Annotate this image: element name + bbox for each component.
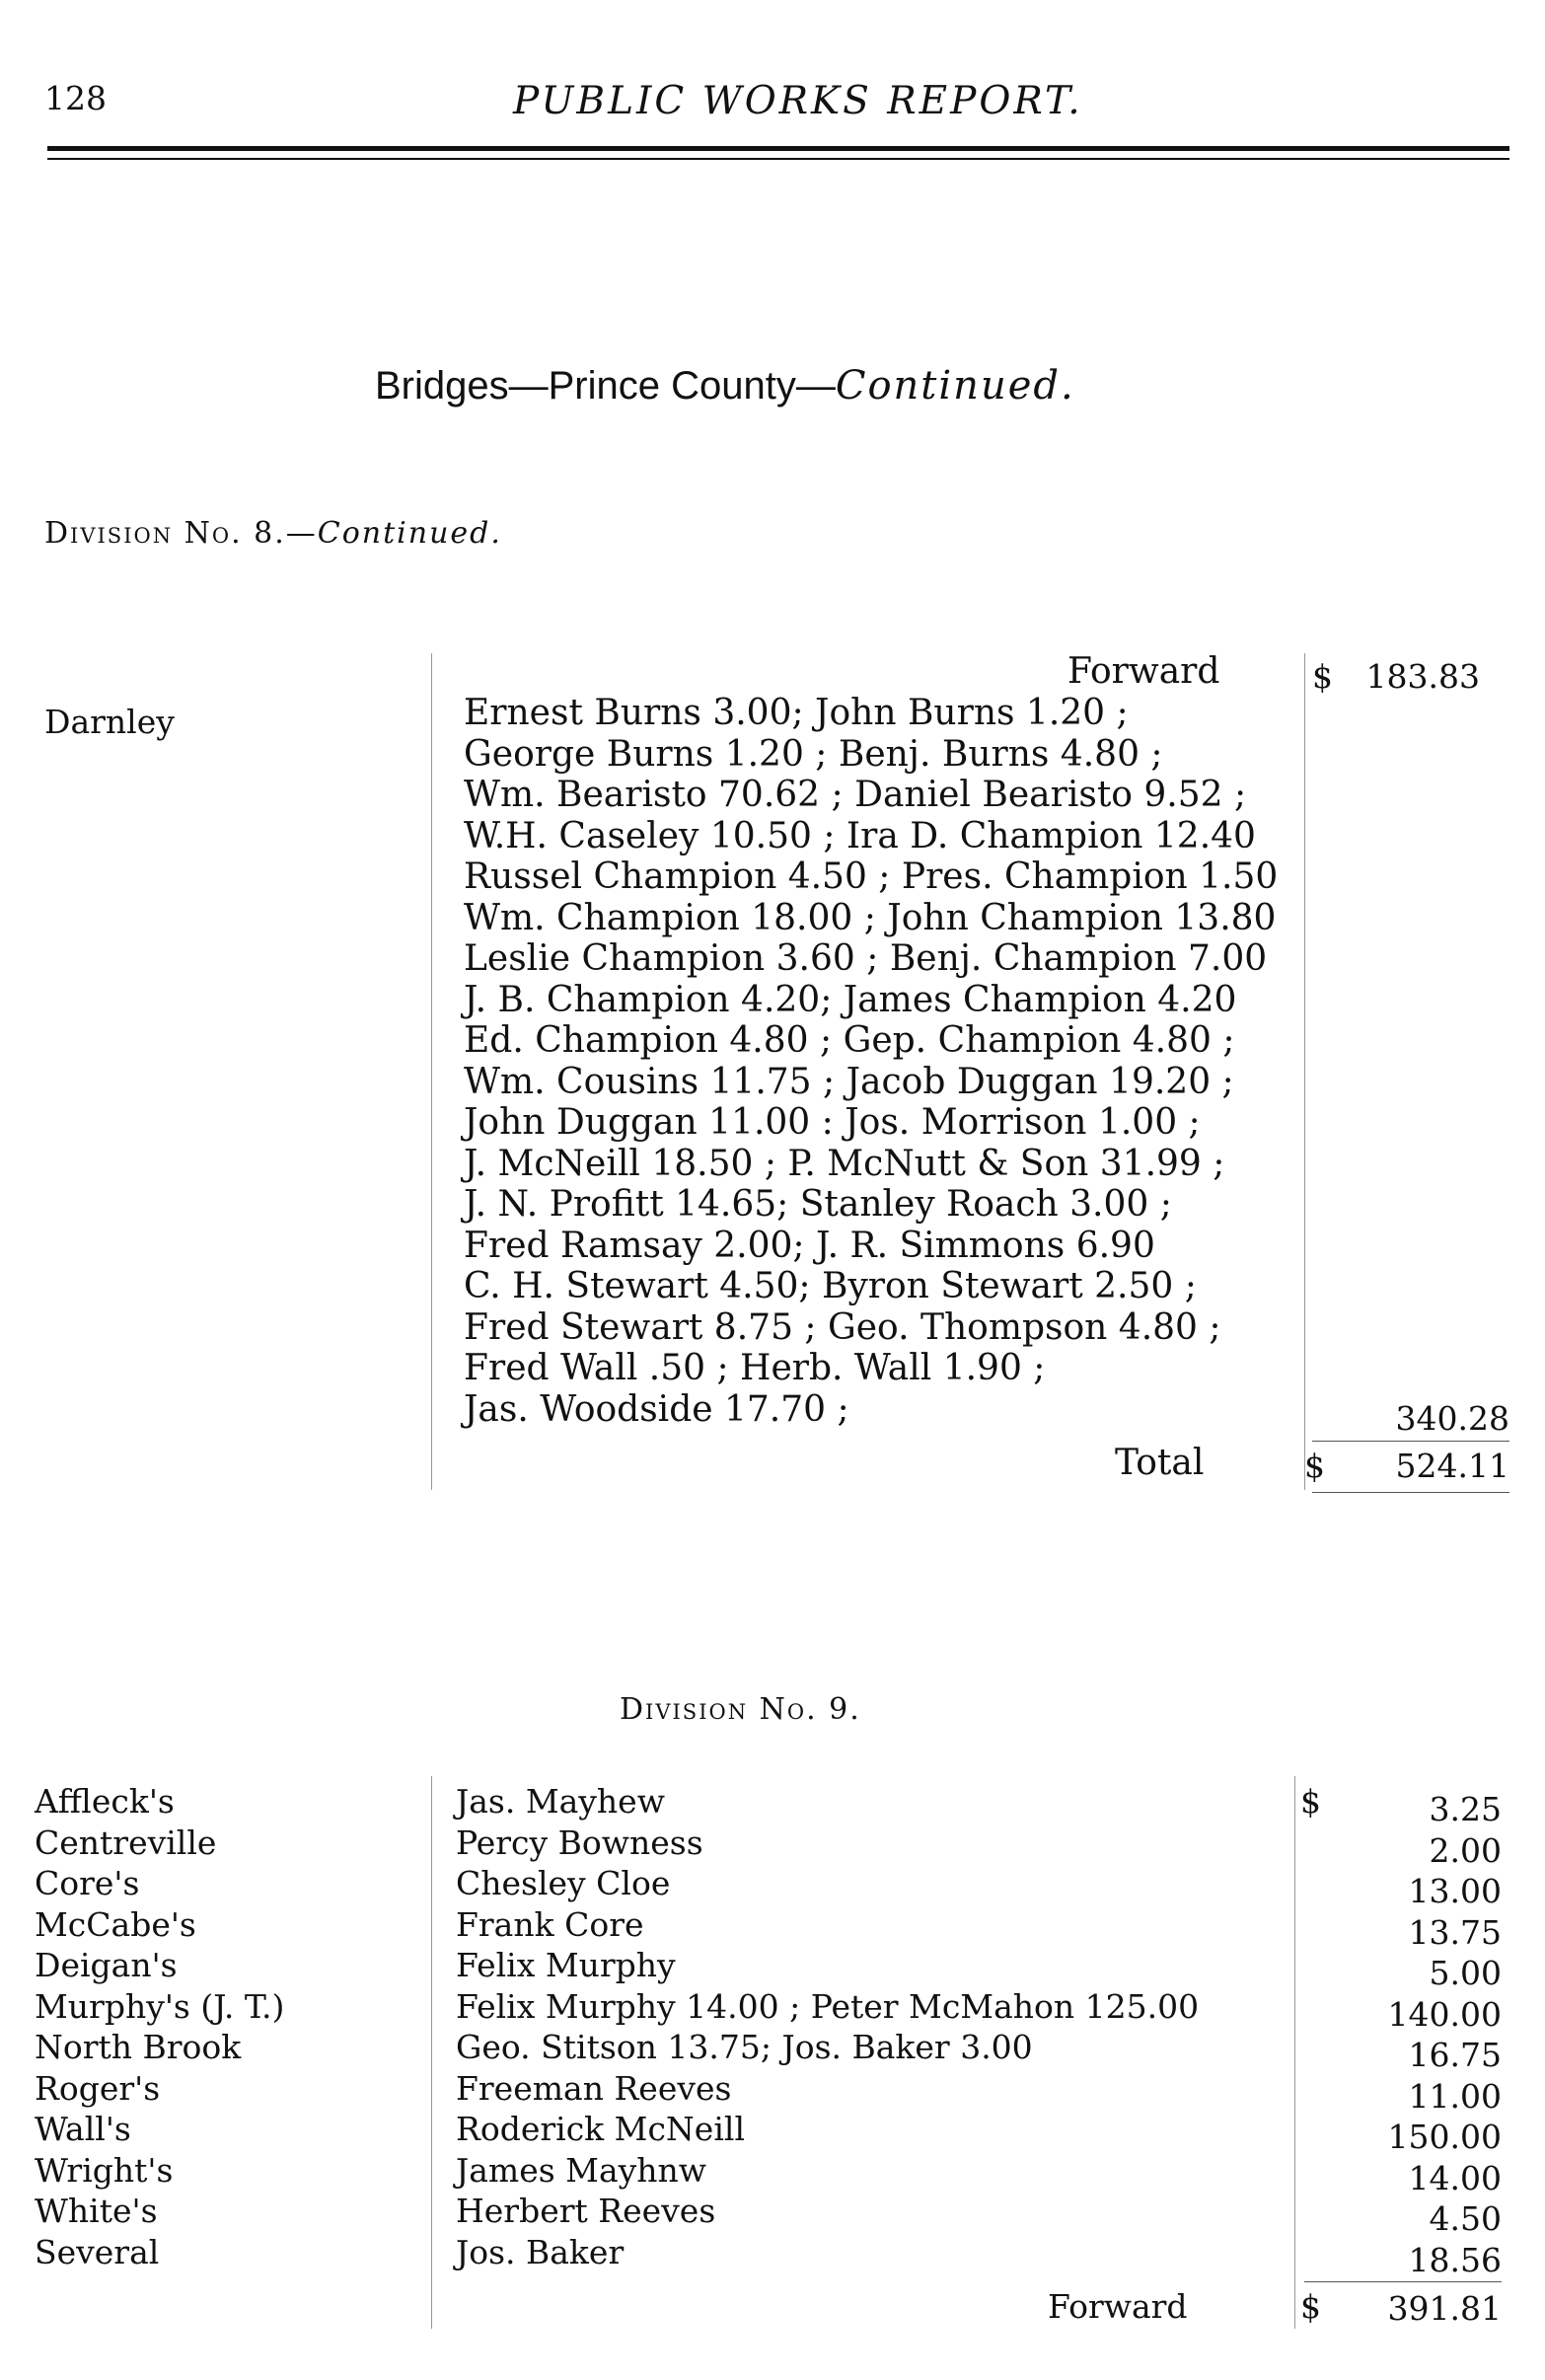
forward-dollar: $ <box>1312 657 1333 696</box>
amount: 4.50 <box>1429 2199 1502 2238</box>
payee-names: Percy Bowness <box>456 1822 703 1862</box>
amount: 16.75 <box>1408 2036 1502 2074</box>
amount: 13.00 <box>1408 1872 1502 1910</box>
division-9-dollar: $ <box>1300 1782 1321 1821</box>
header-rule-thin <box>47 158 1509 160</box>
entry-line: Wm. Bearisto 70.62 ; Daniel Bearisto 9.52 ; <box>464 775 1247 815</box>
entry-line: Wm. Champion 18.00 ; John Champion 13.80 <box>464 897 1277 938</box>
division-8-continued: Continued. <box>317 516 502 551</box>
entry-line: Fred Ramsay 2.00; J. R. Simmons 6.90 <box>464 1225 1155 1266</box>
amount: 14.00 <box>1408 2158 1502 2197</box>
entry-line: Leslie Champion 3.60 ; Benj. Champion 7.00 <box>464 938 1268 979</box>
total-amount: 524.11 <box>1395 1447 1509 1485</box>
division-8-heading-text: Division No. 8.— <box>44 516 318 551</box>
place-name: Deigan's <box>35 1946 178 1984</box>
amount: 3.25 <box>1429 1790 1502 1828</box>
division-9-names <box>456 1782 1199 2273</box>
amount: 13.75 <box>1408 1912 1502 1952</box>
division-9-forward-dollar: $ <box>1300 2287 1321 2326</box>
place-name: McCabe's <box>35 1904 196 1944</box>
entry-line: W.H. Caseley 10.50 ; Ira D. Champion 12.40 <box>464 815 1256 856</box>
entry-line: Ernest Burns 3.00; John Burns 1.20 ; <box>464 693 1129 733</box>
entry-line: Ed. Champion 4.80 ; Gep. Champion 4.80 ; <box>464 1020 1235 1061</box>
forward-label: Forward <box>1067 651 1220 692</box>
payee-names: Roderick McNeill <box>456 2110 746 2148</box>
division-8-left-rule <box>431 653 432 1490</box>
payee-names: James Mayhnw <box>456 2150 707 2190</box>
amount: 140.00 <box>1387 1994 1502 2034</box>
division-9-forward-label: Forward <box>1048 2287 1188 2326</box>
header-rule-thick <box>47 146 1509 151</box>
division-8-heading <box>44 516 502 551</box>
payee-names: Felix Murphy <box>456 1946 676 1984</box>
entry-line: Jas. Woodside 17.70 ; <box>464 1388 849 1430</box>
entry-line: George Burns 1.20 ; Benj. Burns 4.80 ; <box>464 733 1163 775</box>
amount: 150.00 <box>1387 2118 1502 2156</box>
entry-line: J. McNeill 18.50 ; P. McNutt & Son 31.99 ; <box>464 1143 1225 1184</box>
total-dollar: $ <box>1304 1447 1325 1485</box>
payee-names: Frank Core <box>456 1904 644 1944</box>
division-9-left-rule <box>431 1776 432 2329</box>
place-name: Affleck's <box>35 1782 175 1821</box>
section-title <box>375 363 1075 409</box>
payee-names: Felix Murphy 14.00 ; Peter McMahon 125.00 <box>456 1986 1200 2026</box>
division-8-right-rule <box>1304 653 1305 1490</box>
division-9-forward-rule <box>1304 2281 1502 2282</box>
payee-names: Jos. Baker <box>456 2232 625 2271</box>
entry-line: J. N. Profitt 14.65; Stanley Roach 3.00 ; <box>464 1184 1172 1225</box>
entry-line: Fred Stewart 8.75 ; Geo. Thompson 4.80 ; <box>464 1306 1221 1348</box>
division-9-amounts <box>1304 1790 1502 2281</box>
total-label: Total <box>1115 1443 1205 1483</box>
place-name: White's <box>35 2192 158 2230</box>
page-header-title: PUBLIC WORKS REPORT. <box>513 79 1083 123</box>
payee-names: Herbert Reeves <box>456 2192 716 2230</box>
payee-names: Chesley Cloe <box>456 1864 671 1902</box>
total-rule <box>1312 1492 1509 1493</box>
place-name: Roger's <box>35 2068 161 2108</box>
place-name: Wall's <box>35 2110 131 2148</box>
forward-amount: 183.83 <box>1365 657 1480 696</box>
place-name: Wright's <box>35 2150 174 2190</box>
section-title-continued: Continued. <box>835 363 1075 409</box>
place-name: Murphy's (J. T.) <box>35 1986 285 2026</box>
division-9-places <box>35 1782 284 2273</box>
amount: 11.00 <box>1408 2076 1502 2116</box>
amount: 5.00 <box>1429 1954 1502 1992</box>
payee-names: Jas. Mayhew <box>456 1782 665 1821</box>
place-name: North Brook <box>35 2028 242 2066</box>
amount: 2.00 <box>1429 1830 1502 1870</box>
place-name: Centreville <box>35 1822 217 1862</box>
place-name: Core's <box>35 1864 140 1902</box>
page-number: 128 <box>44 79 107 117</box>
division-8-entries <box>464 693 1278 1430</box>
entry-line: Wm. Cousins 11.75 ; Jacob Duggan 19.20 ; <box>464 1061 1234 1102</box>
division-9-forward-amount: 391.81 <box>1387 2289 1502 2328</box>
place-darnley: Darnley <box>44 703 175 741</box>
amount: 18.56 <box>1408 2240 1502 2279</box>
payee-names: Freeman Reeves <box>456 2068 732 2108</box>
entry-line: J. B. Champion 4.20; James Champion 4.20 <box>464 979 1237 1020</box>
division-9-heading: Division No. 9. <box>620 1692 861 1727</box>
division-9-right-rule <box>1294 1776 1295 2329</box>
entry-line: C. H. Stewart 4.50; Byron Stewart 2.50 ; <box>464 1266 1197 1306</box>
entry-line: Fred Wall .50 ; Herb. Wall 1.90 ; <box>464 1348 1046 1388</box>
entry-line: Russel Champion 4.50 ; Pres. Champion 1.50 <box>464 856 1279 897</box>
payee-names: Geo. Stitson 13.75; Jos. Baker 3.00 <box>456 2028 1033 2066</box>
entry-line: John Duggan 11.00 : Jos. Morrison 1.00 ; <box>464 1102 1201 1143</box>
place-name: Several <box>35 2232 160 2271</box>
subtotal-rule <box>1312 1441 1509 1442</box>
section-title-main: Bridges—Prince County— <box>375 364 836 408</box>
division-8-subtotal: 340.28 <box>1395 1399 1509 1438</box>
